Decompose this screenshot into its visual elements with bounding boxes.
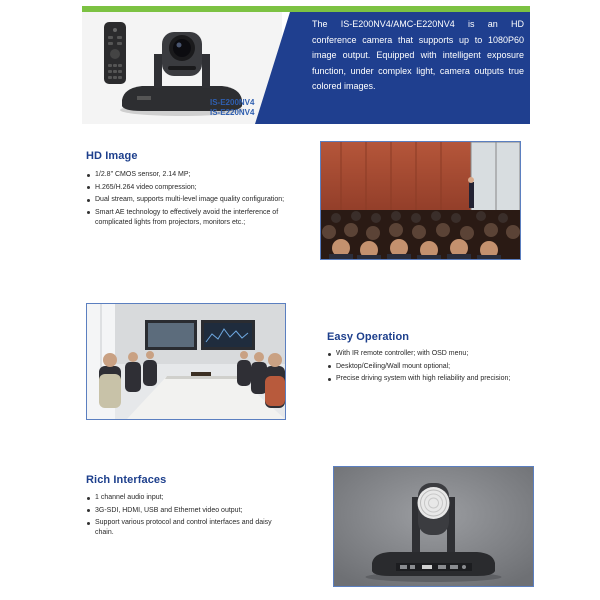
feature-item: Support various protocol and control interfaces and daisy chain. [86,518,286,538]
feature-item: 1/2.8" CMOS sensor, 2.14 MP; [86,170,311,180]
feature-item: Desktop/Ceiling/Wall mount optional; [327,362,567,372]
easy-operation-heading: Easy Operation [327,331,410,343]
feature-item: Dual stream, supports multi-level image quality configuration; [86,195,311,205]
feature-item: H.265/H.264 video compression; [86,183,311,193]
feature-item: With IR remote controller; with OSD menu; [327,349,567,359]
feature-item: Smart AE technology to effectively avoid the interference of complicated lights from projectors, monitors etc.; [86,208,311,228]
remote-control-icon [104,22,126,84]
meeting-room-photo [86,303,286,420]
rich-interfaces-feature-list [86,493,286,541]
feature-item: 1 channel audio input; [86,493,286,503]
easy-operation-feature-list [327,349,567,387]
conference-audience-photo [320,141,521,260]
model-label-2: IS-E220NV4 [210,108,255,117]
product-description: The IS-E200NV4/AMC-E220NV4 is an HD conference camera that supports up to 1080P60 image output. Equipped with intelligent exposure function, under complex light, camera outputs true colored images. [312,19,524,92]
fan-grille-icon [418,487,450,519]
model-label-1: IS-E200NV4 [210,98,255,107]
hd-image-feature-list [86,170,311,230]
feature-item: 3G-SDI, HDMI, USB and Ethernet video output; [86,506,286,516]
feature-item: Precise driving system with high reliability and precision; [327,374,567,384]
camera-rear-view-photo [333,466,534,587]
hd-image-heading: HD Image [86,150,138,162]
rich-interfaces-heading: Rich Interfaces [86,474,167,486]
